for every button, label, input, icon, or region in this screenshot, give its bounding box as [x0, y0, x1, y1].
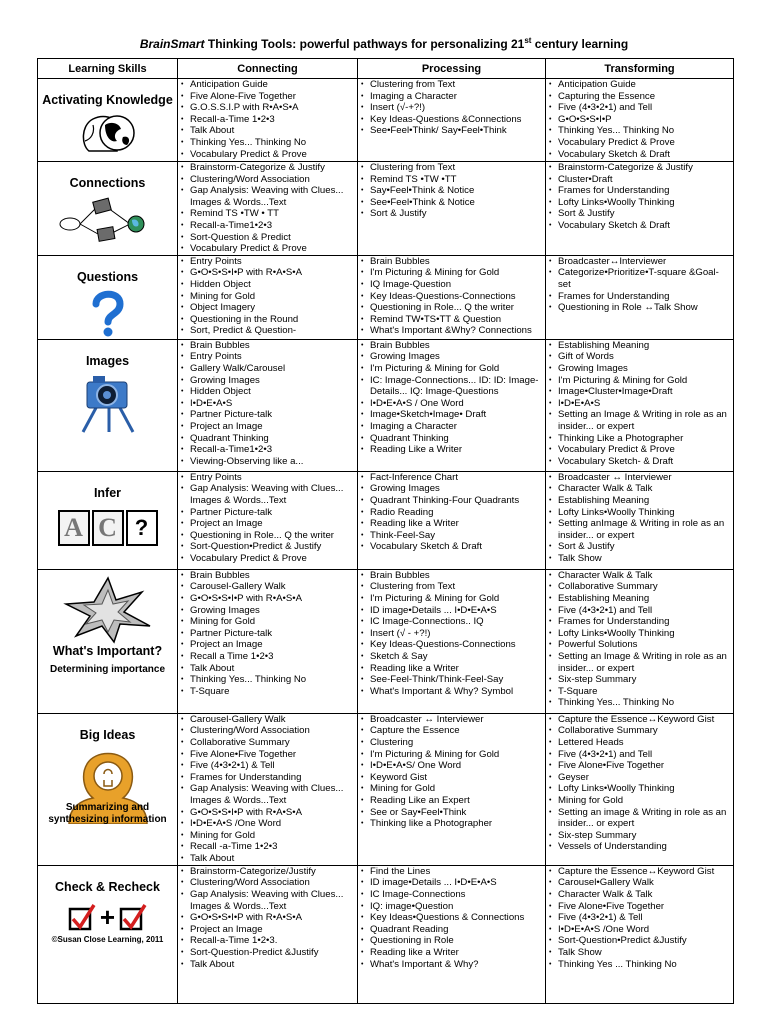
header-learning-skills: Learning Skills [38, 59, 178, 79]
list-item: • Reading like a Writer [370, 947, 543, 959]
list-item: • Establishing Meaning [558, 495, 731, 507]
processing-cell [358, 79, 546, 162]
list-item: • I•D•E•A•S/ One Word [370, 760, 543, 772]
skill-row [38, 865, 734, 1003]
list-item: • I•D•E•A•S / One Word [370, 398, 543, 410]
list-item: • Brainstorm-Categorize & Justify [558, 162, 731, 174]
list-item: • Anticipation Guide [558, 79, 731, 91]
list-item: • Brain Bubbles [190, 340, 355, 352]
list-item: • Project an Image [190, 518, 355, 530]
list-item: • Key Ideas•Questions & Connections [370, 912, 543, 924]
list-item: • I•D•E•A•S [558, 398, 731, 410]
title-sup: st [524, 36, 532, 45]
list-item: • Thinking Yes ... Thinking No [558, 959, 731, 971]
list-item: • Gift of Words [558, 351, 731, 363]
checkmark-boxes [38, 902, 177, 933]
list-item: • G.O.S.S.I.P with R•A•S•A [190, 102, 355, 114]
list-item: • Gap Analysis: Weaving with Clues... Images & Words...Text [190, 783, 355, 806]
list-item: • Growing Images [190, 605, 355, 617]
plus-sign: + [99, 901, 116, 932]
list-item: • Viewing-Observing like a... [190, 456, 355, 468]
connecting-list [178, 79, 357, 160]
transforming-list [546, 79, 733, 160]
list-item: • Vessels of Understanding [558, 841, 731, 853]
list-item: • Vocabulary Predict & Prove [190, 243, 355, 255]
letter-box-a: A [58, 510, 90, 546]
list-item: • Image•Cluster•Image•Draft [558, 386, 731, 398]
list-item: • Lofty Links•Woolly Thinking [558, 783, 731, 795]
list-item: • I'm Picturing & Mining for Gold [558, 375, 731, 387]
skill-cell [38, 255, 178, 339]
list-item: • Radio Reading [370, 507, 543, 519]
list-item: • Entry Points [190, 351, 355, 363]
skill-row [38, 162, 734, 256]
processing-list [358, 340, 545, 456]
list-item: • Recall-a-Time1•2•3 [190, 444, 355, 456]
skill-cell [38, 339, 178, 471]
list-item: • I'm Picturing & Mining for Gold [370, 267, 543, 279]
list-item: • Gap Analysis: Weaving with Clues... Images & Words...Text [190, 483, 355, 506]
connecting-cell [178, 255, 358, 339]
list-item: • I'm Picturing & Mining for Gold [370, 749, 543, 761]
list-item: • Setting an Image & Writing in role as an insider... or expert [558, 409, 731, 432]
list-item: • G•O•S•S•I•P with R•A•S•A [190, 267, 355, 279]
infer-letter-boxes [38, 510, 177, 546]
list-item: • Thinking like a Photographer [370, 818, 543, 830]
list-item: • Sort & Justify [558, 541, 731, 553]
list-item: • Questioning in Role ↔Talk Show [558, 302, 731, 314]
list-item: • Thinking Yes... Thinking No [190, 137, 355, 149]
list-item: • Broadcaster ↔ Interviewer [370, 714, 543, 726]
skill-name: Infer [93, 485, 122, 500]
list-item: • Mining for Gold [558, 795, 731, 807]
list-item: • Recall-a-Time 1•2•3. [190, 935, 355, 947]
list-item: • Quadrant Thinking-Four Quadrants [370, 495, 543, 507]
list-item: • Sort-Question & Predict [190, 232, 355, 244]
list-item: • Thinking Yes... Thinking No [558, 697, 731, 709]
list-item: • What's Important & Why? [370, 959, 543, 971]
list-item: • Key Ideas-Questions &Connections [370, 114, 543, 126]
list-item: • Brainstorm-Categorize/Justify [190, 866, 355, 878]
network-books-icon [58, 194, 158, 242]
list-item: • Five Alone•Five Together [558, 760, 731, 772]
list-item: • Five Alone•Five Together [558, 901, 731, 913]
transforming-cell [546, 713, 734, 865]
transforming-cell [546, 865, 734, 1003]
list-item: • Brain Bubbles [370, 340, 543, 352]
list-item: • Brainstorm-Categorize & Justify [190, 162, 355, 174]
list-item: • Frames for Understanding [190, 772, 355, 784]
connecting-cell [178, 79, 358, 162]
processing-list [358, 162, 545, 220]
transforming-list [546, 256, 733, 314]
list-item: • Vocabulary Sketch & Draft [558, 149, 731, 161]
list-item: • Remind TS •TW •TT [370, 174, 543, 186]
connecting-list [178, 714, 357, 865]
connecting-list [178, 162, 357, 255]
list-item: • Key Ideas-Questions-Connections [370, 291, 543, 303]
list-item: • Quadrant Reading [370, 924, 543, 936]
list-item: • Gap Analysis: Weaving with Clues... Images & Words...Text [190, 185, 355, 208]
list-item: • Broadcaster↔Interviewer [558, 256, 731, 268]
processing-cell [358, 339, 546, 471]
list-item: • Six-step Summary [558, 674, 731, 686]
list-item: • IC Image-Connections.. IQ [370, 616, 543, 628]
processing-list [358, 866, 545, 970]
list-item: • Growing Images [558, 363, 731, 375]
list-item: • G•O•S•S•I•P with R•A•S•A [190, 593, 355, 605]
list-item: • Insert (√ - +?!) [370, 628, 543, 640]
list-item: • ID image•Details ... I•D•E•A•S [370, 605, 543, 617]
list-item: • Project an Image [190, 924, 355, 936]
list-item: • Clustering/Word Association [190, 174, 355, 186]
list-item: • Five (4•3•2•1) and Tell [558, 102, 731, 114]
list-item: • Clustering from Text [370, 581, 543, 593]
list-item: • Reading Like an Expert [370, 795, 543, 807]
copyright-note: ©Susan Close Learning, 2011 [51, 934, 164, 944]
transforming-list [546, 340, 733, 468]
list-item: • Sort, Predict & Question- [190, 325, 355, 337]
list-item: • Think-Feel-Say [370, 530, 543, 542]
transforming-list [546, 714, 733, 853]
list-item: • Five (4•3•2•1) and Tell [558, 749, 731, 761]
skill-row [38, 339, 734, 471]
processing-cell [358, 471, 546, 569]
list-item: • Character Walk & Talk [558, 483, 731, 495]
list-item: • ID image•Details ... I•D•E•A•S [370, 877, 543, 889]
connecting-list [178, 570, 357, 698]
camera-icon [73, 372, 143, 434]
list-item: • I•D•E•A•S /One Word [558, 924, 731, 936]
list-item: • Thinking Like a Photographer [558, 433, 731, 445]
processing-cell [358, 865, 546, 1003]
list-item: • Hidden Object [190, 279, 355, 291]
connecting-list [178, 256, 357, 337]
list-item: • See•Feel•Think & Notice [370, 197, 543, 209]
connecting-cell [178, 713, 358, 865]
list-item: • Clustering [370, 737, 543, 749]
processing-list [358, 714, 545, 830]
list-item: • Growing Images [370, 483, 543, 495]
list-item: • Mining for Gold [370, 783, 543, 795]
list-item: • Growing Images [190, 375, 355, 387]
transforming-list [546, 472, 733, 565]
transforming-list [546, 866, 733, 970]
skill-row [38, 255, 734, 339]
connecting-list [178, 340, 357, 468]
list-item: • I•D•E•A•S [190, 398, 355, 410]
processing-cell [358, 713, 546, 865]
list-item: • Brain Bubbles [370, 256, 543, 268]
list-item: • Character Walk & Talk [558, 570, 731, 582]
list-item: • Say•Feel•Think & Notice [370, 185, 543, 197]
transforming-cell [546, 79, 734, 162]
title-tools: Thinking Tools: [207, 37, 297, 51]
list-item: • Questioning in Role... Q the writer [370, 302, 543, 314]
list-item: • Lettered Heads [558, 737, 731, 749]
skill-name: Questions [76, 269, 139, 284]
list-item: • Keyword Gist [370, 772, 543, 784]
skill-row [38, 471, 734, 569]
list-item: • Growing Images [370, 351, 543, 363]
checkmark-icon [119, 903, 147, 931]
processing-cell [358, 162, 546, 256]
list-item: • G•O•S•S•I•P with R•A•S•A [190, 912, 355, 924]
processing-cell [358, 255, 546, 339]
list-item: • Clustering from Text [370, 162, 543, 174]
skill-row [38, 713, 734, 865]
header-row [38, 59, 734, 79]
list-item: • Quadrant Thinking [190, 433, 355, 445]
list-item: • Sort & Justify [558, 208, 731, 220]
list-item: • Vocabulary Sketch & Draft [370, 541, 543, 553]
list-item: • Five Alone•Five Together [190, 749, 355, 761]
list-item: • Establishing Meaning [558, 340, 731, 352]
list-item: • Five (4•3•2•1) & Tell [558, 912, 731, 924]
thinking-tools-table [37, 58, 734, 1004]
list-item: • Vocabulary Predict & Prove [190, 553, 355, 565]
list-item: • Carousel-Gallery Walk [190, 581, 355, 593]
list-item: • IQ: image•Question [370, 901, 543, 913]
transforming-cell [546, 162, 734, 256]
list-item: • Quadrant Thinking [370, 433, 543, 445]
list-item: • Partner Picture-talk [190, 507, 355, 519]
connecting-cell [178, 339, 358, 471]
list-item: • Insert (√-+?!) [370, 102, 543, 114]
list-item: • Reading like a Writer [370, 518, 543, 530]
list-item: • Recall-a-Time1•2•3 [190, 220, 355, 232]
list-item: • Powerful Solutions [558, 639, 731, 651]
list-item: • Vocabulary Predict & Prove [558, 444, 731, 456]
letter-box-c: C [92, 510, 124, 546]
skill-cell [38, 162, 178, 256]
skill-name: Big Ideas [79, 727, 136, 742]
list-item: • See or Say•Feel•Think [370, 807, 543, 819]
transforming-cell [546, 471, 734, 569]
list-item: • Recall -a-Time 1•2•3 [190, 841, 355, 853]
skill-subtitle: Determining importance [49, 663, 166, 675]
list-item: • Sketch & Say [370, 651, 543, 663]
list-item: • Establishing Meaning [558, 593, 731, 605]
list-item: • Clustering/Word Association [190, 725, 355, 737]
header-connecting: Connecting [178, 59, 358, 79]
list-item: • Talk About [190, 959, 355, 971]
head-globe-icon [75, 111, 141, 159]
list-item: • Thinking Yes... Thinking No [190, 674, 355, 686]
question-mark-icon [86, 288, 130, 338]
list-item: • Recall a Time 1•2•3 [190, 651, 355, 663]
processing-list [358, 256, 545, 337]
list-item: • Mining for Gold [190, 291, 355, 303]
list-item: • Gallery Walk/Carousel [190, 363, 355, 375]
list-item: • Five (4•3•2•1) and Tell [558, 605, 731, 617]
list-item: • Capture the Essence [370, 725, 543, 737]
list-item: • Imaging a Character [370, 421, 543, 433]
list-item: • Imaging a Character [370, 91, 543, 103]
list-item: • Clustering from Text [370, 79, 543, 91]
list-item: • Recall-a-Time 1•2•3 [190, 114, 355, 126]
letter-box-question: ? [126, 510, 158, 546]
list-item: • Project an Image [190, 421, 355, 433]
list-item: • Fact-Inference Chart [370, 472, 543, 484]
connecting-cell [178, 162, 358, 256]
list-item: • Lofty Links•Woolly Thinking [558, 507, 731, 519]
star-burst-icon [58, 574, 158, 644]
list-item: • See•Feel•Think/ Say•Feel•Think [370, 125, 543, 137]
list-item: • Frames for Understanding [558, 616, 731, 628]
skill-cell [38, 713, 178, 865]
list-item: • Setting an image & Writing in role as an insider... or expert [558, 807, 731, 830]
connecting-cell [178, 471, 358, 569]
list-item: • Gap Analysis: Weaving with Clues... Images & Words...Text [190, 889, 355, 912]
processing-list [358, 79, 545, 137]
skill-name: Images [85, 353, 130, 368]
connecting-list [178, 866, 357, 970]
list-item: • Partner Picture-talk [190, 628, 355, 640]
list-item: • G•O•S•S•I•P [558, 114, 731, 126]
list-item: • Vocabulary Predict & Prove [558, 137, 731, 149]
list-item: • I'm Picturing & Mining for Gold [370, 593, 543, 605]
list-item: • Five (4•3•2•1) & Tell [190, 760, 355, 772]
list-item: • Vocabulary Sketch & Draft [558, 220, 731, 232]
list-item: • Sort & Justify [370, 208, 543, 220]
list-item: • Entry Points [190, 472, 355, 484]
list-item: • Object Imagery [190, 302, 355, 314]
list-item: • Cluster•Draft [558, 174, 731, 186]
list-item: • Thinking Yes... Thinking No [558, 125, 731, 137]
skill-name: Connections [69, 176, 146, 190]
list-item: • Broadcaster ↔ Interviewer [558, 472, 731, 484]
list-item: • Anticipation Guide [190, 79, 355, 91]
list-item: • Frames for Understanding [558, 185, 731, 197]
list-item: • Find the Lines [370, 866, 543, 878]
list-item: • What's Important & Why? Symbol [370, 686, 543, 698]
transforming-list [546, 570, 733, 709]
list-item: • Clustering/Word Association [190, 877, 355, 889]
list-item: • Geyser [558, 772, 731, 784]
skill-cell [38, 471, 178, 569]
list-item: • Entry Points [190, 256, 355, 268]
list-item: • Reading Like a Writer [370, 444, 543, 456]
list-item: • Setting anImage & Writing in role as an insider... or expert [558, 518, 731, 541]
list-item: • Carousel-Gallery Walk [190, 714, 355, 726]
skill-subtitle: Summarizing and synthesizing information [48, 801, 167, 825]
skill-row [38, 569, 734, 713]
page-title [0, 36, 768, 51]
list-item: • Talk Show [558, 947, 731, 959]
list-item: • Frames for Understanding [558, 291, 731, 303]
list-item: • Talk About [190, 663, 355, 675]
list-item: • Questioning in the Round [190, 314, 355, 326]
list-item: • I'm Picturing & Mining for Gold [370, 363, 543, 375]
list-item: • Hidden Object [190, 386, 355, 398]
list-item: • Reading like a Writer [370, 663, 543, 675]
list-item: • Capturing the Essence [558, 91, 731, 103]
list-item: • Sort-Question•Predict & Justify [190, 541, 355, 553]
list-item: • Collaborative Summary [558, 725, 731, 737]
title-rest-a: powerful pathways for personalizing 21 [296, 37, 525, 51]
checkmark-icon [68, 903, 96, 931]
list-item: • Six-step Summary [558, 830, 731, 842]
transforming-cell [546, 255, 734, 339]
list-item: • Mining for Gold [190, 616, 355, 628]
list-item: • IC Image-Connections [370, 889, 543, 901]
list-item: • Brain Bubbles [190, 570, 355, 582]
connecting-cell [178, 865, 358, 1003]
skill-cell [38, 79, 178, 162]
list-item: • Mining for Gold [190, 830, 355, 842]
brand-name: BrainSmart [139, 37, 205, 51]
list-item: • Project an Image [190, 639, 355, 651]
list-item: • I•D•E•A•S /One Word [190, 818, 355, 830]
list-item: • Character Walk & Talk [558, 889, 731, 901]
list-item: • Image•Sketch•Image• Draft [370, 409, 543, 421]
header-processing: Processing [358, 59, 546, 79]
list-item: • T-Square [190, 686, 355, 698]
connecting-list [178, 472, 357, 565]
list-item: • T-Square [558, 686, 731, 698]
list-item: • Remind TW•TS•TT & Question [370, 314, 543, 326]
list-item: • IQ Image-Question [370, 279, 543, 291]
skill-name: Check & Recheck [55, 879, 160, 894]
list-item: • Collaborative Summary [558, 581, 731, 593]
title-rest-b: century learning [531, 37, 629, 51]
list-item: • Remind TS •TW • TT [190, 208, 355, 220]
list-item: • Vocabulary Predict & Prove [190, 149, 355, 161]
transforming-list [546, 162, 733, 232]
processing-list [358, 570, 545, 698]
list-item: • See-Feel-Think/Think-Feel-Say [370, 674, 543, 686]
skill-name: Activating Knowledge [42, 93, 173, 107]
transforming-cell [546, 339, 734, 471]
list-item: • Questioning in Role... Q the writer [190, 530, 355, 542]
list-item: • Sort-Question•Predict &Justify [558, 935, 731, 947]
list-item: • Categorize•Prioritize•T-square &Goal-set [558, 267, 731, 290]
list-item: • Questioning in Role [370, 935, 543, 947]
list-item: • Lofty Links•Woolly Thinking [558, 197, 731, 209]
skill-cell [38, 865, 178, 1003]
list-item: • Vocabulary Sketch- & Draft [558, 456, 731, 468]
list-item: • Key Ideas-Questions-Connections [370, 639, 543, 651]
list-item: • Partner Picture-talk [190, 409, 355, 421]
list-item: • Talk Show [558, 553, 731, 565]
processing-list [358, 472, 545, 553]
processing-cell [358, 569, 546, 713]
connecting-cell [178, 569, 358, 713]
list-item: • Sort-Question-Predict &Justify [190, 947, 355, 959]
list-item: • Five Alone-Five Together [190, 91, 355, 103]
skill-cell [38, 569, 178, 713]
list-item: • G•O•S•S•I•P with R•A•S•A [190, 807, 355, 819]
list-item: • Collaborative Summary [190, 737, 355, 749]
header-transforming: Transforming [546, 59, 734, 79]
list-item: • Talk About [190, 125, 355, 137]
transforming-cell [546, 569, 734, 713]
list-item: • What's Important &Why? Connections [370, 325, 543, 337]
list-item: • Carousel•Gallery Walk [558, 877, 731, 889]
list-item: • Setting an Image & Writing in role as an insider... or expert [558, 651, 731, 674]
list-item: • Lofty Links•Woolly Thinking [558, 628, 731, 640]
list-item: • Capture the Essence↔Keyword Gist [558, 866, 731, 878]
list-item: • Brain Bubbles [370, 570, 543, 582]
skill-row [38, 79, 734, 162]
list-item: • Talk About [190, 853, 355, 865]
skill-name: What's Important? [52, 643, 163, 658]
list-item: • IC: Image-Connections... ID: ID: Image-Details... IQ: Image-Questions [370, 375, 543, 398]
list-item: • Capture the Essence↔Keyword Gist [558, 714, 731, 726]
